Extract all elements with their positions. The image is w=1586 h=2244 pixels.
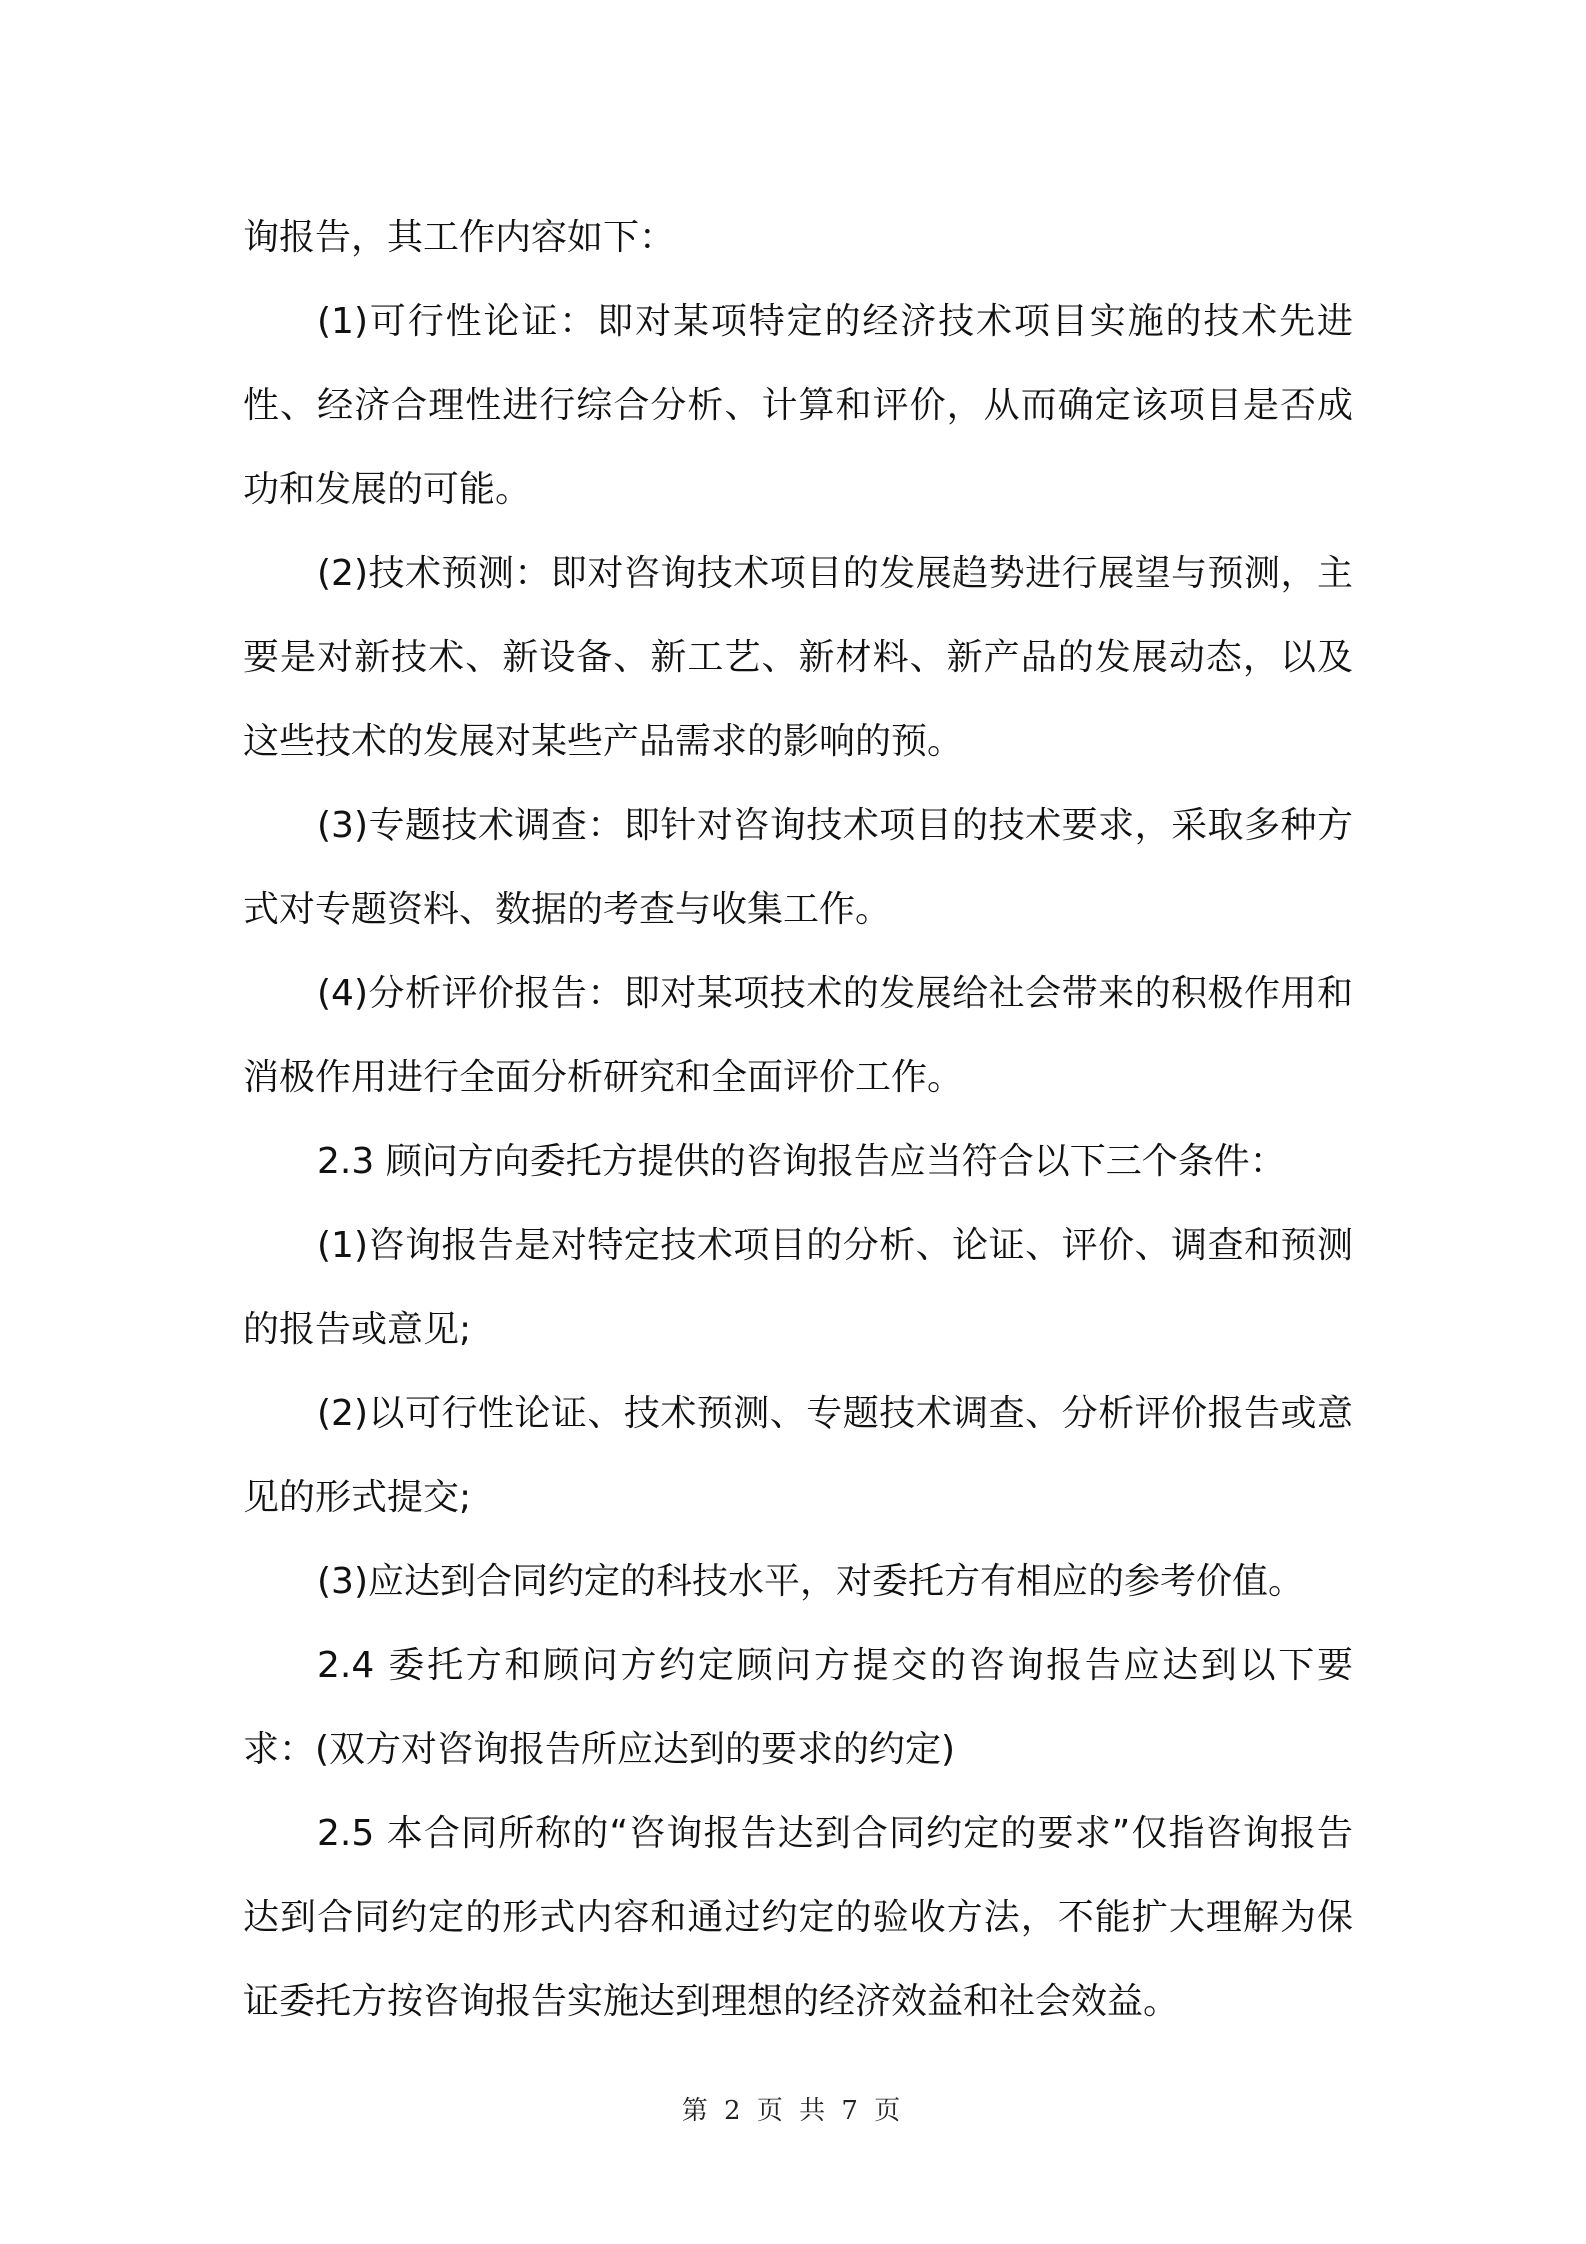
document-body xyxy=(243,196,1353,2044)
paragraph-section-2-3: 2.3 顾问方向委托方提供的咨询报告应当符合以下三个条件： xyxy=(317,1141,1286,1182)
paragraph-section-2-4: 2.4 委托方和顾问方约定顾问方提交的咨询报告应达到以下要求：(双方对咨询报告所应达到的要求的约定) xyxy=(243,1645,1353,1770)
paragraph-condition-3: (3)应达到合同约定的科技水平，对委托方有相应的参考价值。 xyxy=(317,1561,1304,1602)
paragraph-special-survey: (3)专题技术调查：即针对咨询技术项目的技术要求，采取多种方式对专题资料、数据的考查与收集工作。 xyxy=(243,805,1353,930)
paragraph-condition-1: (1)咨询报告是对特定技术项目的分析、论证、评价、调查和预测的报告或意见; xyxy=(243,1225,1353,1350)
page-number-footer: 第 2 页 共 7 页 xyxy=(681,2096,905,2126)
paragraph-feasibility-study: (1)可行性论证：即对某项特定的经济技术项目实施的技术先进性、经济合理性进行综合分析、计算和评价，从而确定该项目是否成功和发展的可能。 xyxy=(243,301,1353,510)
paragraph-condition-2: (2)以可行性论证、技术预测、专题技术调查、分析评价报告或意见的形式提交; xyxy=(243,1393,1353,1518)
paragraph-technology-forecast: (2)技术预测：即对咨询技术项目的发展趋势进行展望与预测，主要是对新技术、新设备、新工艺、新材料、新产品的发展动态，以及这些技术的发展对某些产品需求的影响的预。 xyxy=(243,553,1353,762)
paragraph-intro-continuation: 询报告，其工作内容如下： xyxy=(243,217,676,258)
paragraph-analysis-report: (4)分析评价报告：即对某项技术的发展给社会带来的积极作用和消极作用进行全面分析研究和全面评价工作。 xyxy=(243,973,1353,1098)
paragraph-section-2-5: 2.5 本合同所称的“咨询报告达到合同约定的要求”仅指咨询报告达到合同约定的形式内容和通过约定的验收方法，不能扩大理解为保证委托方按咨询报告实施达到理想的经济效益和社会效益。 xyxy=(243,1813,1353,2022)
